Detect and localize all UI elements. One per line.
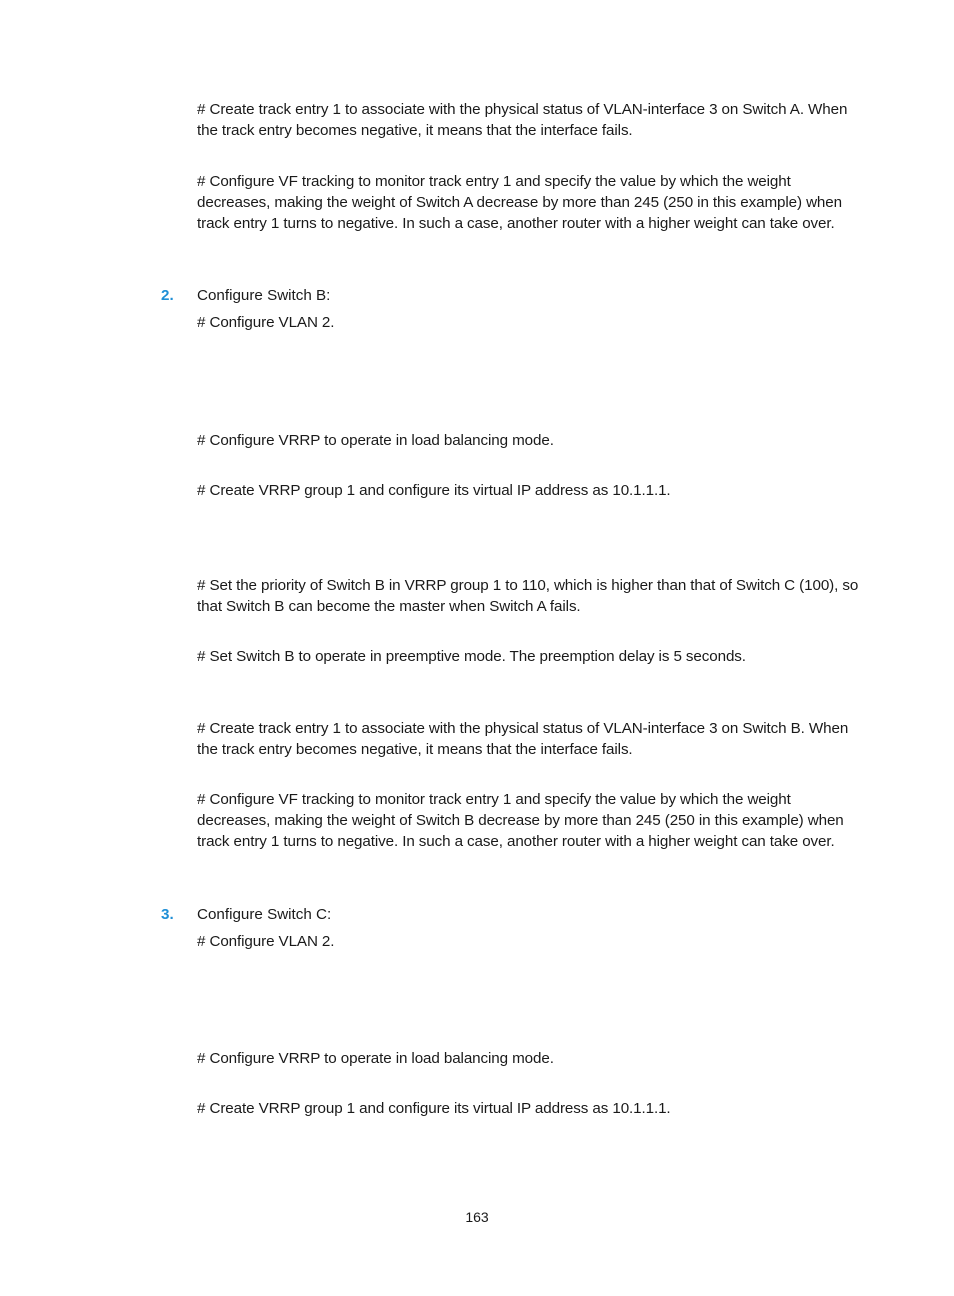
paragraph-configure-vlan-switch-b: # Configure VLAN 2. [197,314,335,331]
page-number: 163 [465,1209,489,1225]
step-title-configure-switch-b: Configure Switch B: [197,287,331,304]
paragraph-priority-switch-b: # Set the priority of Switch B in VRRP group 1 to 110, which is higher than that of Switch C (100), so that Switch B can become the master when Switch A fails. [197,577,859,615]
paragraph-load-balancing-switch-c: # Configure VRRP to operate in load balancing mode. [197,1050,554,1067]
step-number-2: 2. [161,287,174,304]
step-title-configure-switch-c: Configure Switch C: [197,906,332,923]
paragraph-vf-tracking-switch-a: # Configure VF tracking to monitor track entry 1 and specify the value by which the weight decreases, making the weight of Switch A decrease by more than 245 (250 in this example) when track entry 1 turns to negative. In such a case, another router with a higher weight can take over. [197,173,842,232]
paragraph-load-balancing-switch-b: # Configure VRRP to operate in load balancing mode. [197,432,554,449]
paragraph-track-entry-switch-b: # Create track entry 1 to associate with the physical status of VLAN-interface 3 on Switch B. When the track entry becomes negative, it means that the interface fails. [197,720,849,758]
paragraph-vrrp-group-switch-b: # Create VRRP group 1 and configure its virtual IP address as 10.1.1.1. [197,482,671,499]
paragraph-configure-vlan-switch-c: # Configure VLAN 2. [197,933,335,950]
paragraph-vf-tracking-switch-b: # Configure VF tracking to monitor track entry 1 and specify the value by which the weight decreases, making the weight of Switch B decrease by more than 245 (250 in this example) when track entry 1 turns to negative. In such a case, another router with a higher weight can take over. [197,791,844,850]
paragraph-vrrp-group-switch-c: # Create VRRP group 1 and configure its virtual IP address as 10.1.1.1. [197,1100,671,1117]
paragraph-preemptive-switch-b: # Set Switch B to operate in preemptive mode. The preemption delay is 5 seconds. [197,648,746,665]
step-number-3: 3. [161,906,174,923]
paragraph-track-entry-switch-a: # Create track entry 1 to associate with the physical status of VLAN-interface 3 on Switch A. When the track entry becomes negative, it means that the interface fails. [197,101,848,139]
